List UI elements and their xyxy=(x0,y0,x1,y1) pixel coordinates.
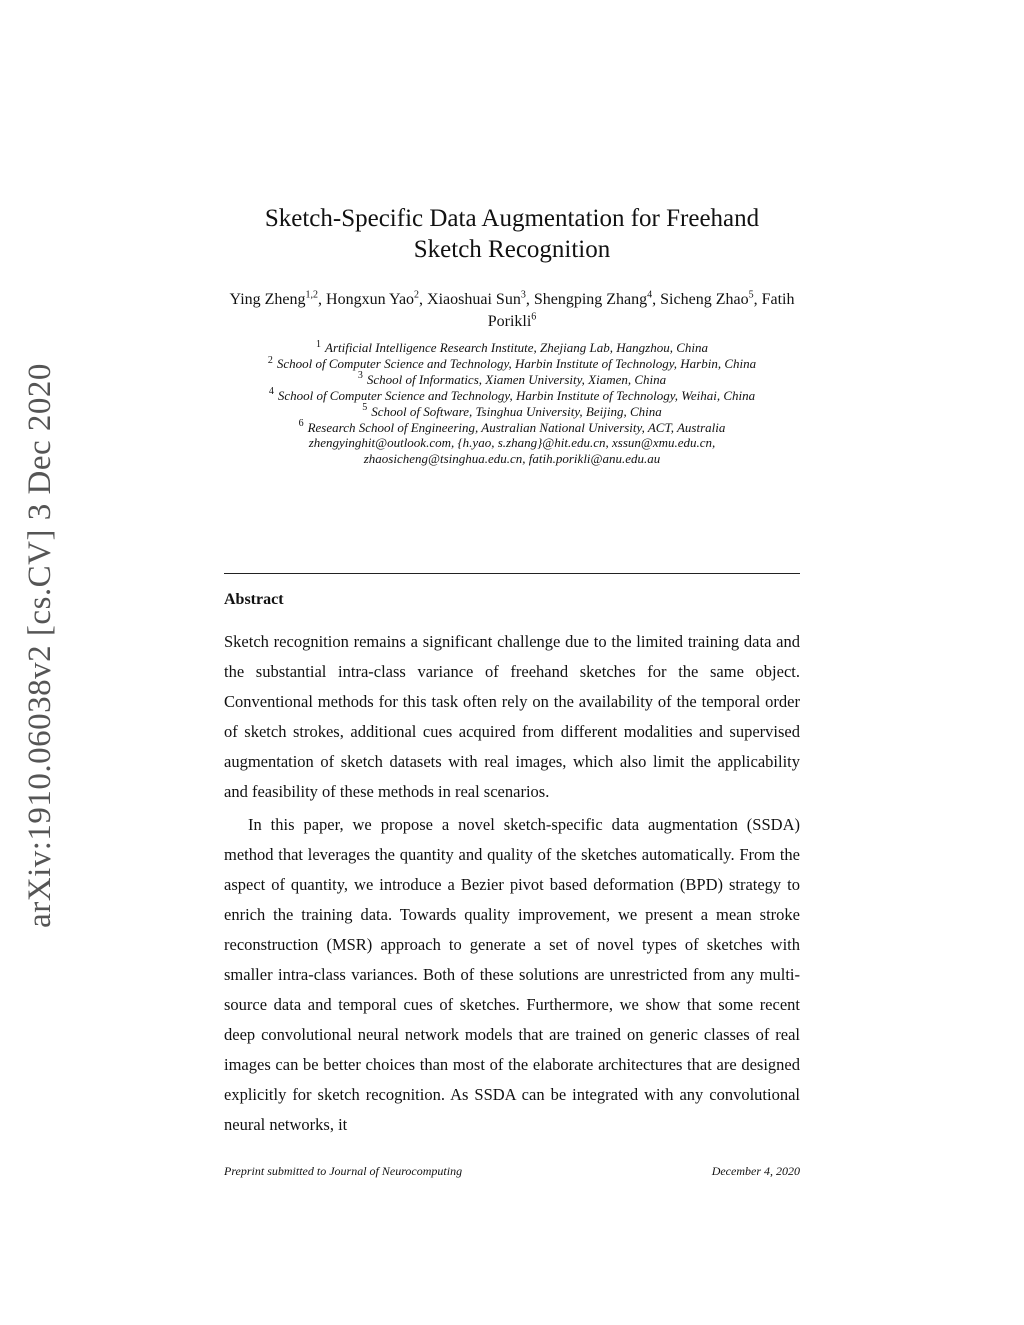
affiliation-text: School of Computer Science and Technology, Harbin Institute of Technology, Harbin, China xyxy=(276,355,757,371)
affiliation xyxy=(222,420,802,436)
author-name: Ying Zheng xyxy=(229,291,306,308)
affiliation xyxy=(222,340,802,356)
affiliation-number: 5 xyxy=(362,402,368,414)
affiliation-number: 4 xyxy=(268,386,274,398)
affiliation-number: 6 xyxy=(298,418,304,430)
author-affiliation-mark: 6 xyxy=(531,311,537,323)
author-separator: , xyxy=(419,291,428,308)
author xyxy=(534,291,660,308)
email-line-1: zhengyinghit@outlook.com, {h.yao, s.zhang}@hit.edu.cn, xssun@xmu.edu.cn, xyxy=(308,435,716,451)
abstract-body xyxy=(224,627,800,1143)
affiliation xyxy=(222,404,802,420)
title-line-2: Sketch Recognition xyxy=(413,236,611,263)
author-name: Shengping Zhang xyxy=(533,291,648,308)
affiliation-text: Artificial Intelligence Research Institute, Zhejiang Lab, Hangzhou, China xyxy=(325,340,708,355)
author-name: Hongxun Yao xyxy=(326,291,415,308)
author xyxy=(230,291,327,308)
affiliation-text: School of Computer Science and Technology, Harbin Institute of Technology, Weihai, China xyxy=(277,387,756,403)
affiliation-number: 2 xyxy=(267,354,273,366)
abstract-heading: Abstract xyxy=(224,591,284,608)
affiliation-text: Research School of Engineering, Australian National University, ACT, Australia xyxy=(307,419,726,435)
author-affiliation-mark: 4 xyxy=(647,289,653,301)
email-line-2: zhaosicheng@tsinghua.edu.cn, fatih.porikli@anu.edu.au xyxy=(363,451,661,467)
arxiv-identifier-text: arXiv:1910.06038v2 [cs.CV] 3 Dec 2020 xyxy=(21,362,58,928)
affiliation xyxy=(222,372,802,388)
footer-date: December 4, 2020 xyxy=(711,1164,800,1178)
paper-title xyxy=(212,203,812,265)
title-line-1: Sketch-Specific Data Augmentation for Freehand xyxy=(264,205,760,232)
author-affiliation-mark: 3 xyxy=(520,289,526,301)
author-list xyxy=(212,289,812,333)
author-name: Xiaoshuai Sun xyxy=(427,291,521,308)
abstract-paragraph-2: In this paper, we propose a novel sketch-specific data augmentation (SSDA) method that leverages the quantity and quality of the sketches automatically. From the aspect of quantity, we introduce a Bezier pivot based deformation (BPD) strategy to enrich the training data. Towards quality improvement, we present a mean stroke reconstruction (MSR) approach to generate a set of novel types of sketches with smaller intra-class variances. Both of these solutions are unrestricted from any multi-source data and temporal cues of sketches. Furthermore, we show that some recent deep convolutional neural network models that are trained on generic classes of real images can be better choices than most of the elaborate architectures that are designed explicitly for sketch recognition. As SSDA can be integrated with any convolutional neural networks, it xyxy=(224,815,800,1134)
author-separator: , xyxy=(318,291,327,308)
author-name: Fatih Porikli xyxy=(487,291,795,330)
affiliation xyxy=(222,388,802,404)
abstract-paragraph-1: Sketch recognition remains a significant challenge due to the limited training data and the substantial intra-class variance of freehand sketches for the same object. Conventional methods for this task often rely on the availability of the temporal order of sketch strokes, additional cues acquired from different modalities and supervised augmentation of sketch datasets with real images, which also limit the applicability and feasibility of these methods in real scenarios. xyxy=(224,632,800,801)
author xyxy=(326,291,427,308)
author-separator: , xyxy=(525,291,534,308)
affiliation-number: 3 xyxy=(357,370,363,382)
author-affiliation-mark: 1,2 xyxy=(305,289,319,301)
author xyxy=(660,291,761,308)
author-name: Sicheng Zhao xyxy=(660,291,749,308)
affiliation-number: 1 xyxy=(316,338,321,350)
affiliation-text: School of Software, Tsinghua University, Beijing, China xyxy=(371,403,662,419)
affiliation-text: School of Informatics, Xiamen University, Xiamen, China xyxy=(366,371,667,387)
abstract-divider xyxy=(224,573,800,574)
affiliation xyxy=(222,356,802,372)
author-affiliation-mark: 2 xyxy=(414,289,420,301)
affiliation-list xyxy=(222,340,802,467)
author-affiliation-mark: 5 xyxy=(748,289,754,301)
arxiv-identifier-stamp xyxy=(18,355,62,935)
preprint-footer-note: Preprint submitted to Journal of Neurocomputing xyxy=(224,1164,463,1178)
author xyxy=(427,291,534,308)
author-separator: , xyxy=(652,291,661,308)
author-separator: , xyxy=(753,291,762,308)
